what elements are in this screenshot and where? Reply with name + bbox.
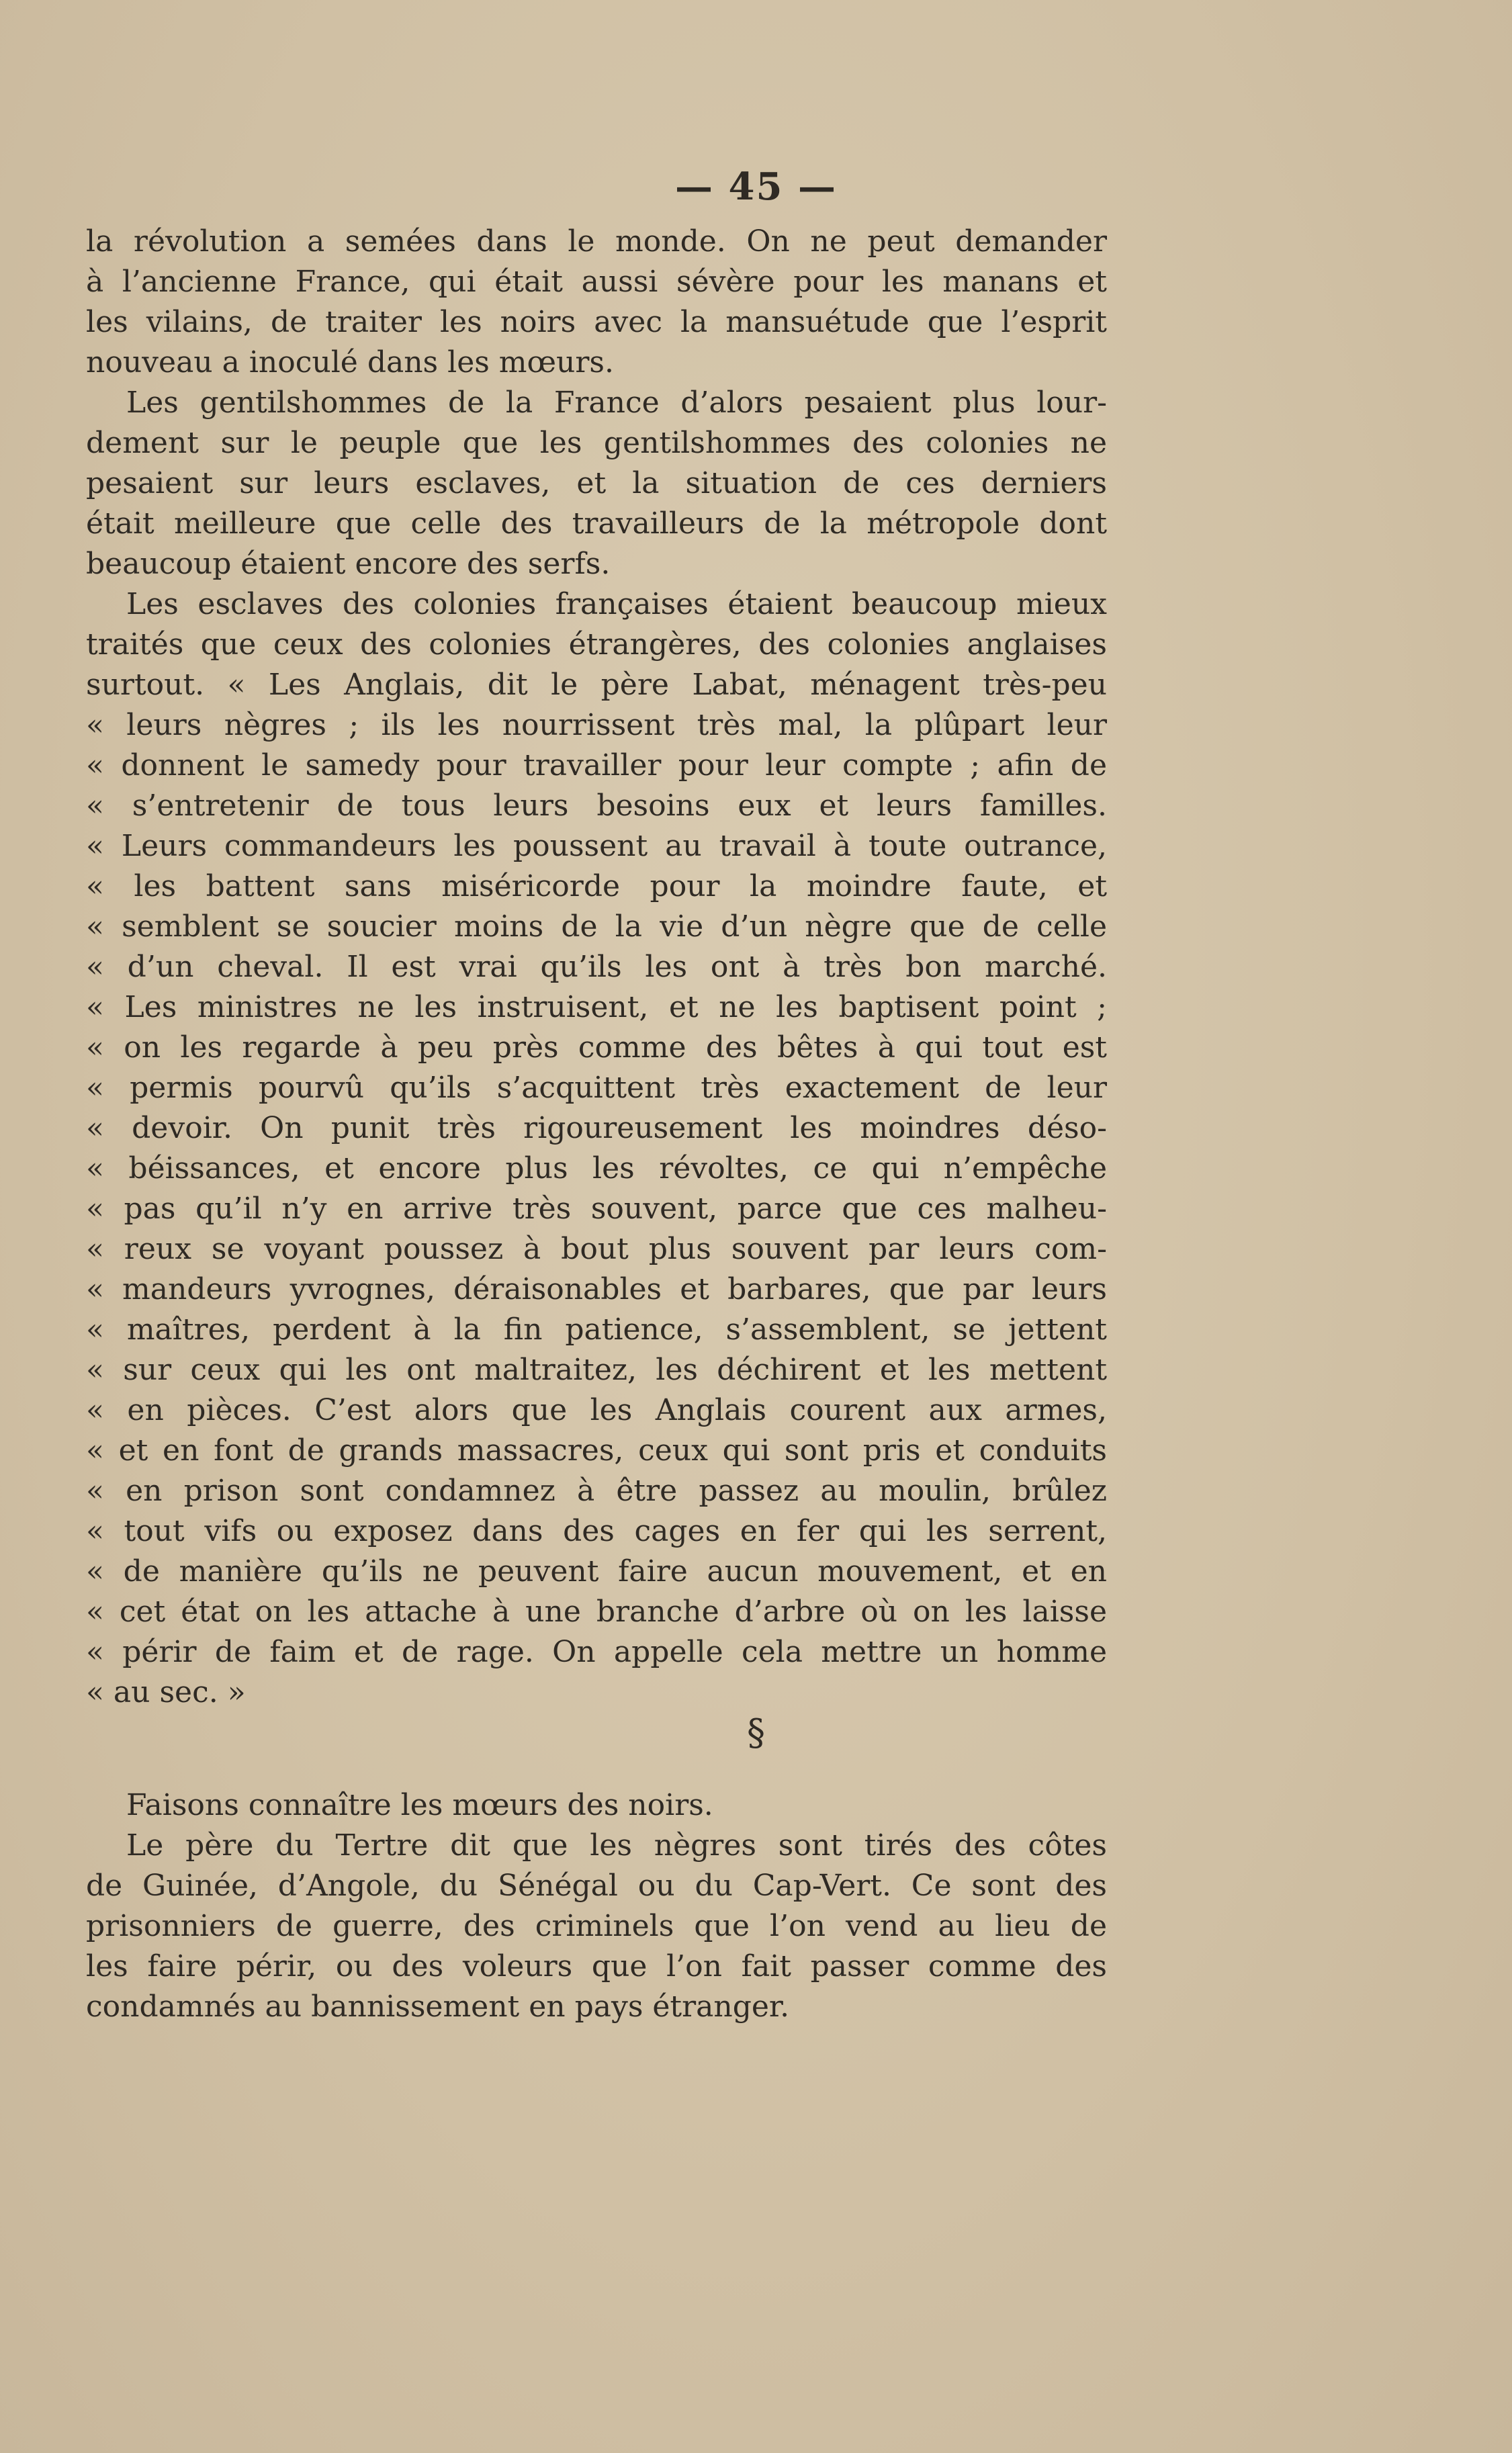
quote-line: « maîtres, perdent à la fin patience, s’assemblent, se jettent — [86, 1312, 1107, 1347]
page-number: — 45 — — [675, 165, 837, 209]
main-text — [86, 222, 1107, 1713]
paragraph-start-line: Faisons connaître les mœurs des noirs. — [126, 1788, 713, 1822]
quote-line: « leurs nègres ; ils les nourrissent très mal, la plûpart leur — [86, 708, 1107, 742]
text-line: traités que ceux des colonies étrangères, des colonies anglaises — [86, 627, 1107, 662]
paragraph-start-line: Le père du Tertre dit que les nègres sont tirés des côtes — [126, 1828, 1107, 1863]
text-line: dement sur le peuple que les gentilshommes des colonies ne — [86, 426, 1107, 460]
quote-line: « de manière qu’ils ne peuvent faire aucun mouvement, et en — [86, 1554, 1107, 1589]
quote-line: « reux se voyant poussez à bout plus souvent par leurs com- — [86, 1232, 1107, 1266]
quote-line: « tout vifs ou exposez dans des cages en fer qui les serrent, — [86, 1514, 1107, 1548]
quote-line: « les battent sans miséricorde pour la moindre faute, et — [86, 869, 1107, 903]
quote-line: « devoir. On punit très rigoureusement les moindres déso- — [86, 1111, 1107, 1145]
text-line: à l’ancienne France, qui était aussi sévère pour les manans et — [86, 265, 1107, 299]
text-line: pesaient sur leurs esclaves, et la situation de ces derniers — [86, 466, 1107, 500]
quote-line: « on les regarde à peu près comme des bêtes à qui tout est — [86, 1030, 1107, 1065]
paragraph-start-line: Les gentilshommes de la France d’alors pesaient plus lour- — [126, 386, 1107, 420]
quote-line: « et en font de grands massacres, ceux qui sont pris et conduits — [86, 1433, 1107, 1468]
quote-line: « Les ministres ne les instruisent, et ne les baptisent point ; — [86, 990, 1107, 1024]
quote-line: « en prison sont condamnez à être passez au moulin, brûlez — [86, 1474, 1107, 1508]
paragraph-start-line: Les esclaves des colonies françaises étaient beaucoup mieux — [126, 587, 1107, 621]
text-line: condamnés au bannissement en pays étranger. — [86, 1990, 790, 2024]
quote-line: « Leurs commandeurs les poussent au travail à toute outrance, — [86, 829, 1107, 863]
quote-line: « mandeurs yvrognes, déraisonables et barbares, que par leurs — [86, 1272, 1107, 1306]
section-mark: § — [747, 1711, 765, 1754]
quote-line: « en pièces. C’est alors que les Anglais courent aux armes, — [86, 1393, 1107, 1427]
quote-line: « donnent le samedy pour travailler pour leur compte ; afin de — [86, 748, 1107, 783]
text-line: beaucoup étaient encore des serfs. — [86, 547, 611, 581]
quote-line: « au sec. » — [86, 1675, 246, 1709]
quote-line: « s’entretenir de tous leurs besoins eux et leurs familles. — [86, 789, 1107, 823]
text-line: de Guinée, d’Angole, du Sénégal ou du Cap-Vert. Ce sont des — [86, 1869, 1107, 1903]
quote-line: « d’un cheval. Il est vrai qu’ils les ont à très bon marché. — [86, 950, 1107, 984]
quote-line: « périr de faim et de rage. On appelle cela mettre un homme — [86, 1635, 1107, 1669]
quote-line: « permis pourvû qu’ils s’acquittent très exactement de leur — [86, 1071, 1107, 1105]
text-line: la révolution a semées dans le monde. On ne peut demander — [86, 224, 1107, 259]
quote-line: « sur ceux qui les ont maltraitez, les déchirent et les mettent — [86, 1353, 1107, 1387]
text-line: était meilleure que celle des travailleurs de la métropole dont — [86, 506, 1107, 541]
text-line: les faire périr, ou des voleurs que l’on fait passer comme des — [86, 1949, 1107, 1983]
text-line: les vilains, de traiter les noirs avec la mansuétude que l’esprit — [86, 305, 1107, 339]
text-line: surtout. « Les Anglais, dit le père Labat, ménagent très-peu — [86, 668, 1107, 702]
quote-line: « béissances, et encore plus les révoltes, ce qui n’empêche — [86, 1151, 1107, 1186]
quote-line: « cet état on les attache à une branche d’arbre où on les laisse — [86, 1595, 1107, 1629]
text-line: nouveau a inoculé dans les mœurs. — [86, 345, 614, 380]
quote-line: « pas qu’il n’y en arrive très souvent, parce que ces malheu- — [86, 1192, 1107, 1226]
section-text — [86, 1785, 1107, 2027]
quote-line: « semblent se soucier moins de la vie d’un nègre que de celle — [86, 909, 1107, 944]
text-line: prisonniers de guerre, des criminels que l’on vend au lieu de — [86, 1909, 1107, 1943]
